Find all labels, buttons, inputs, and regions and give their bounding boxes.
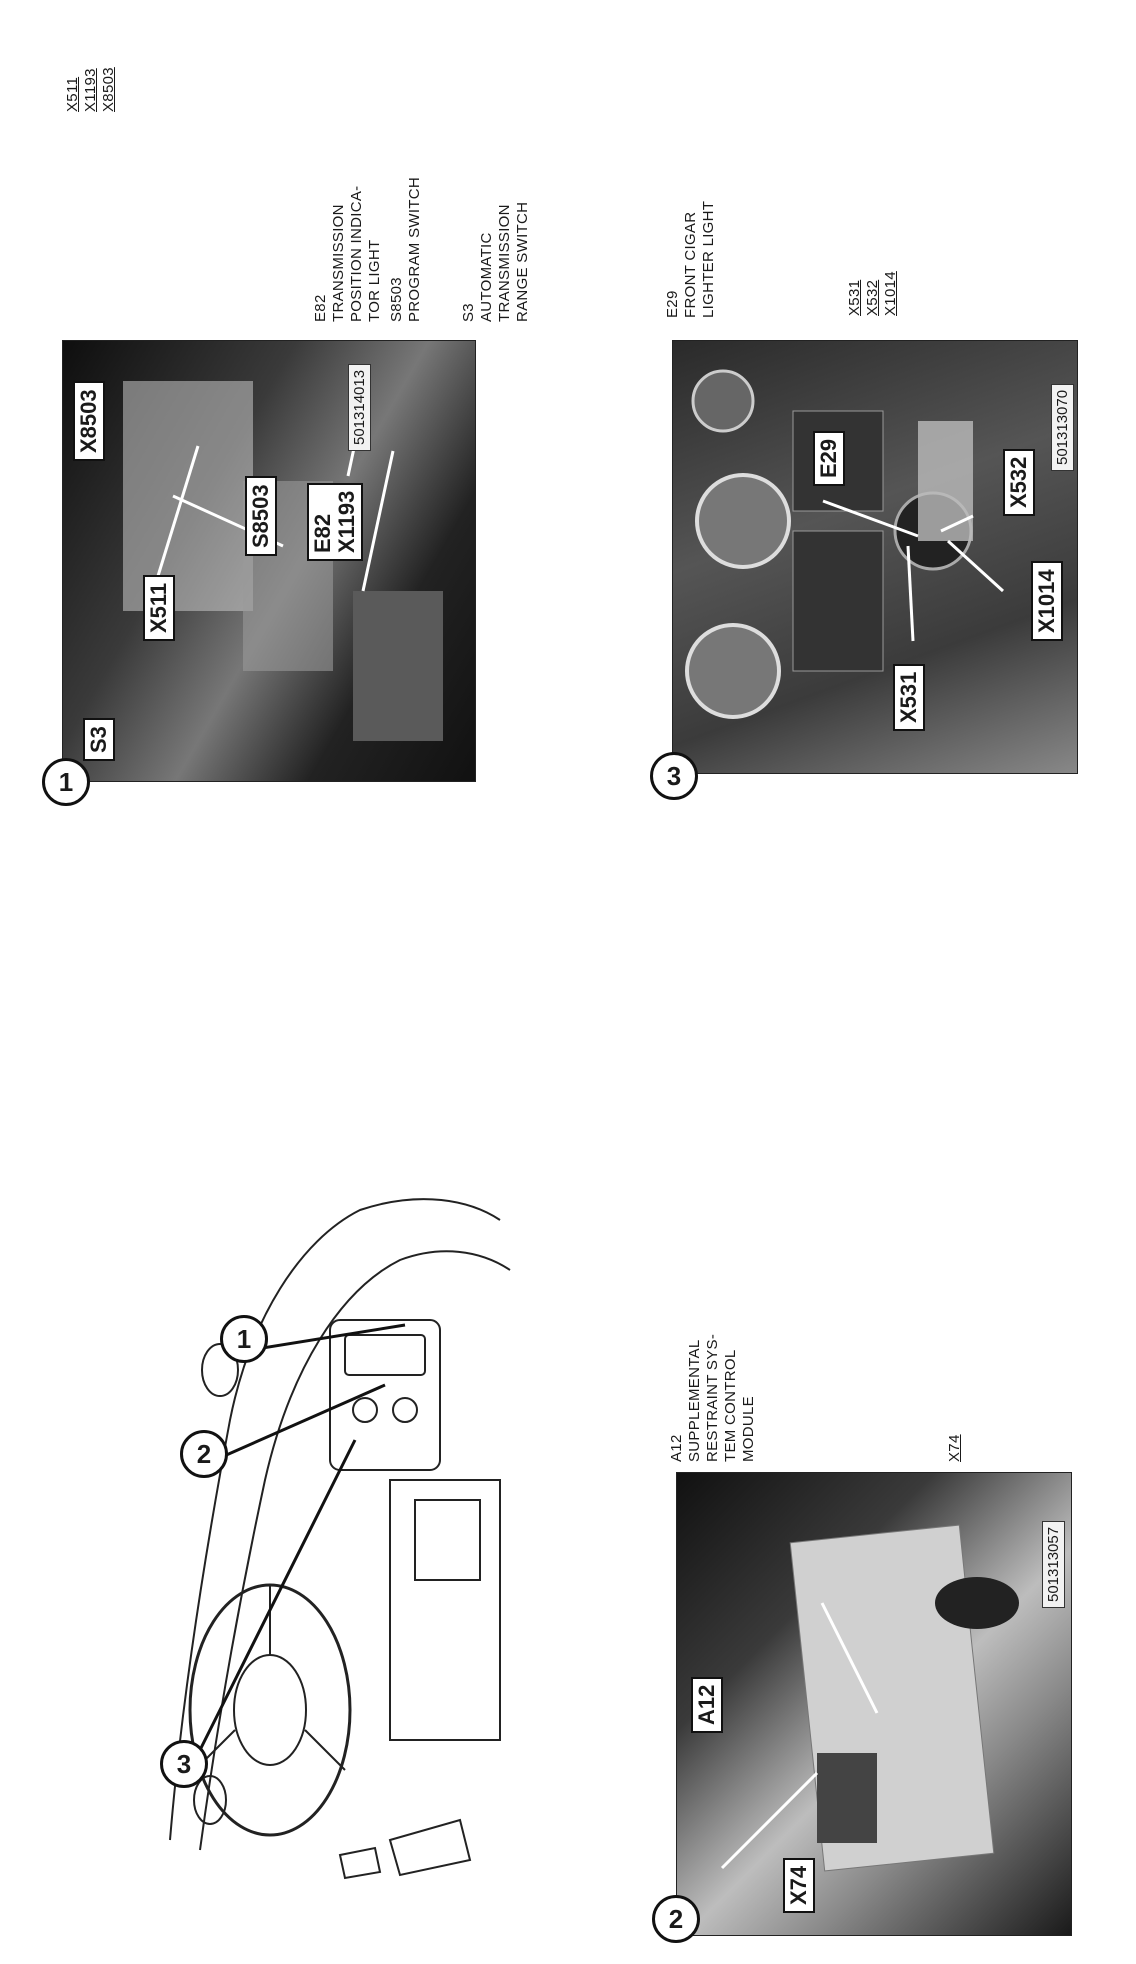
legend-3-connectors: X531 X532 X1014 (846, 271, 899, 316)
photo-2-detail (677, 1473, 1071, 1935)
photo-3-number: 3 (650, 752, 698, 800)
overview-illustration (140, 1120, 520, 1880)
photo-2-callout-x74: X74 (783, 1858, 815, 1913)
overview-marker-1: 1 (220, 1315, 268, 1363)
photo-1-number: 1 (42, 758, 90, 806)
legend-1-s3: S3 AUTOMATIC TRANSMISSION RANGE SWITCH (460, 201, 531, 322)
photo-2-restraint-module (676, 1472, 1072, 1936)
photo-1-callout-s3: S3 (83, 718, 115, 761)
photo-1-callout-x8503: X8503 (73, 381, 105, 461)
photo-1-callout-s8503: S8503 (245, 476, 277, 556)
photo-2-number: 2 (652, 1895, 700, 1943)
photo-3-callout-x1014: X1014 (1031, 561, 1063, 641)
photo-3-id: 501313070 (1051, 384, 1074, 471)
overview-marker-3: 3 (160, 1740, 208, 1788)
legend-1-connectors: X511 X1193 X8503 (64, 67, 117, 112)
photo-1-callout-x511: X511 (143, 575, 175, 641)
photo-1-detail (63, 341, 475, 781)
legend-2-a12: A12 SUPPLEMENTAL RESTRAINT SYS- TEM CONTROL MODULE (668, 1333, 757, 1462)
photo-2-callout-a12: A12 (691, 1677, 723, 1733)
legend-1-s8503: S8503 PROGRAM SWITCH (388, 176, 423, 322)
overview-marker-2: 2 (180, 1430, 228, 1478)
photo-1-steering-column (62, 340, 476, 782)
legend-1-e82: E82 TRANSMISSION POSITION INDICA- TOR LIGHT (312, 185, 383, 322)
photo-3-callout-e29: E29 (813, 431, 845, 486)
photo-2-id: 501313057 (1042, 1521, 1065, 1608)
photo-3-detail (673, 341, 1077, 773)
photo-1-id: 501314013 (348, 364, 371, 451)
photo-3-cigar-lighter (672, 340, 1078, 774)
photo-3-callout-x531: X531 (893, 664, 925, 731)
photo-3-callout-x532: X532 (1003, 449, 1035, 516)
photo-1-callout-e82-x1193: E82 X1193 (307, 483, 363, 561)
legend-3-e29: E29 FRONT CIGAR LIGHTER LIGHT (664, 200, 717, 318)
legend-2-connectors: X74 (946, 1434, 963, 1462)
